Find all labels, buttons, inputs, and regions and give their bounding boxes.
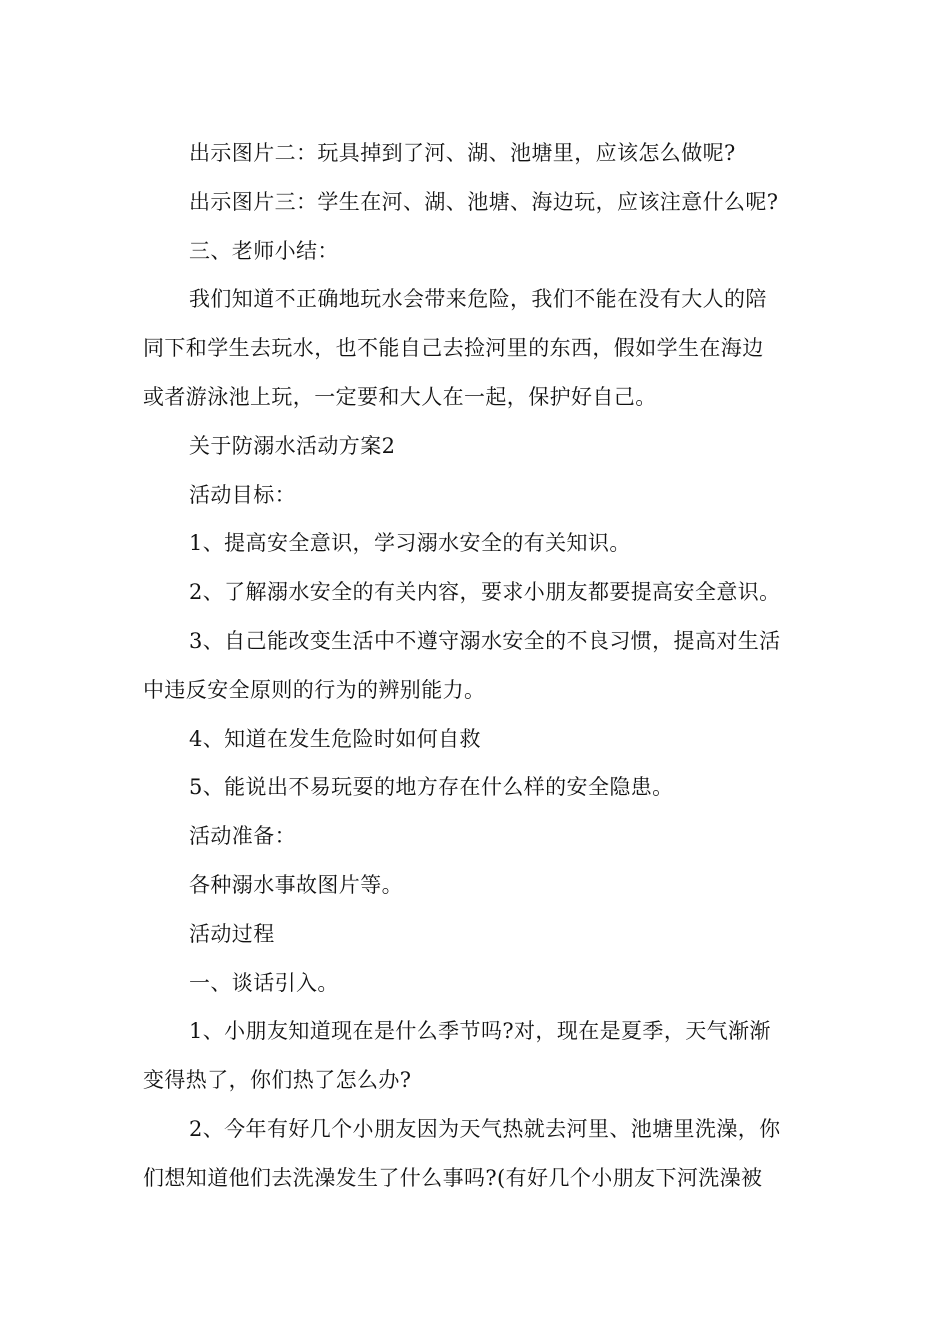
list-item: 1、小朋友知道现在是什么季节吗?对，现在是夏季，天气渐渐 (189, 1019, 771, 1044)
section-heading: 活动过程 (189, 921, 275, 946)
text-line: 出示图片二：玩具掉到了河、湖、池塘里，应该怎么做呢? (189, 141, 736, 165)
text-line: 变得热了，你们热了怎么办? (143, 1068, 412, 1093)
text-line: 同下和学生去玩水，也不能自己去捡河里的东西，假如学生在海边 (143, 336, 764, 361)
section-heading: 一、谈话引入。 (189, 970, 339, 995)
list-item: 4、知道在发生危险时如何自救 (189, 726, 481, 751)
list-item: 5、能说出不易玩耍的地方存在什么样的安全隐患。 (189, 775, 674, 800)
list-item: 3、自己能改变生活中不遵守溺水安全的不良习惯，提高对生活 (189, 628, 781, 653)
text-line: 出示图片三：学生在河、湖、池塘、海边玩，应该注意什么呢? (189, 189, 779, 214)
document-title: 关于防溺水活动方案2 (189, 433, 396, 458)
text-line: 们想知道他们去洗澡发生了什么事吗?(有好几个小朋友下河洗澡被 (143, 1165, 763, 1190)
section-heading: 活动准备： (189, 824, 296, 849)
text-line: 各种溺水事故图片等。 (189, 872, 403, 897)
list-item: 2、今年有好几个小朋友因为天气热就去河里、池塘里洗澡，你 (189, 1116, 781, 1141)
document-body (143, 129, 808, 1203)
section-heading: 活动目标： (189, 482, 296, 507)
section-heading: 三、老师小结： (189, 238, 339, 263)
list-item: 1、提高安全意识，学习溺水安全的有关知识。 (189, 531, 631, 556)
text-line: 或者游泳池上玩，一定要和大人在一起，保护好自己。 (143, 384, 657, 409)
text-line: 我们知道不正确地玩水会带来危险，我们不能在没有大人的陪 (189, 287, 767, 312)
text-line: 中违反安全原则的行为的辨别能力。 (143, 677, 486, 702)
list-item: 2、了解溺水安全的有关内容，要求小朋友都要提高安全意识。 (189, 580, 781, 605)
